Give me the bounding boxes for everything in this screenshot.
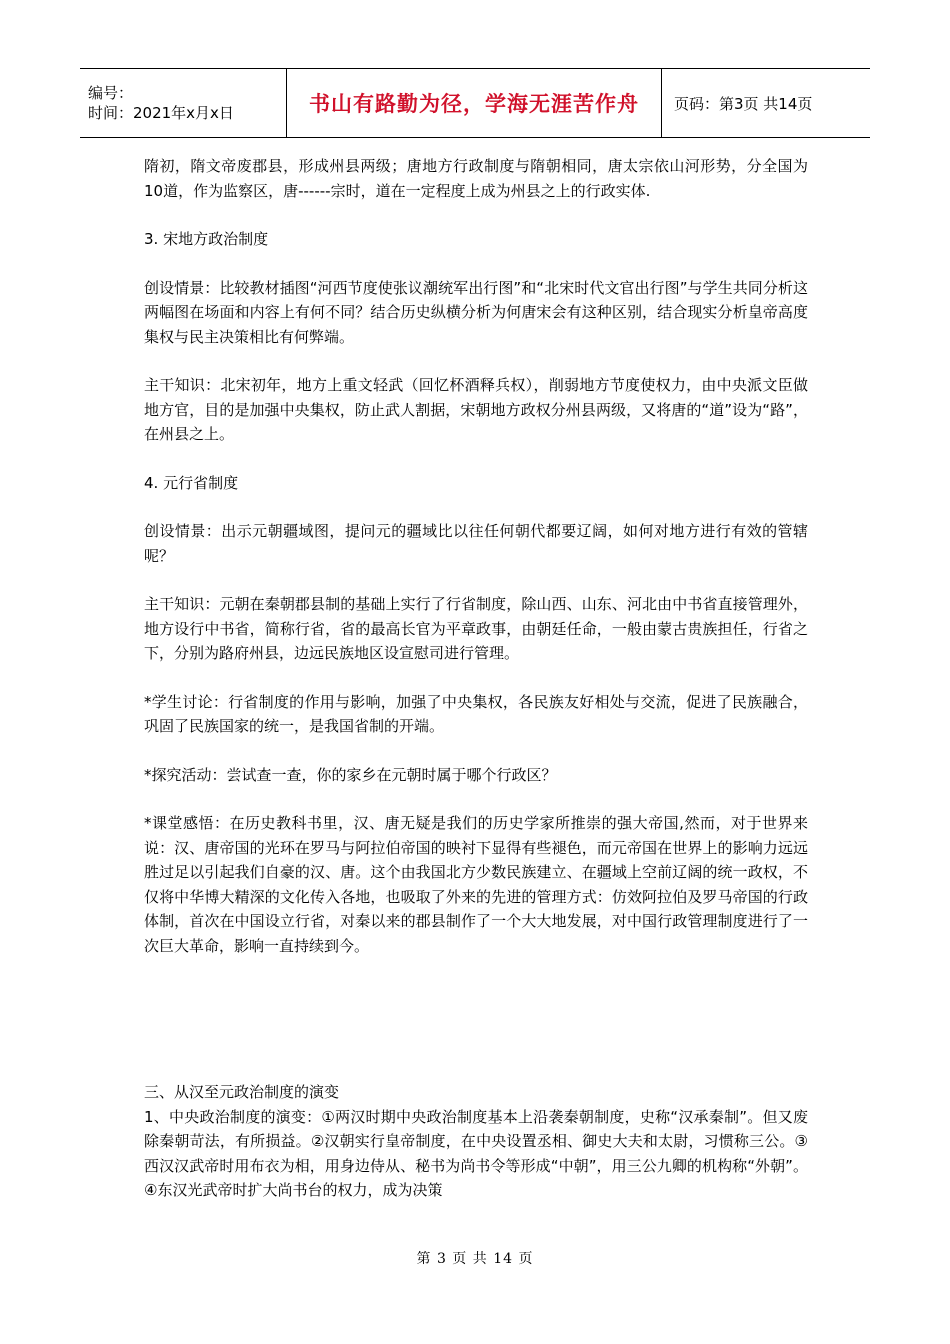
paragraph-student-discussion: *学生讨论：行省制度的作用与影响，加强了中央集权，各民族友好相处与交流，促进了民族融合，巩固了民族国家的统一，是我国省制的开端。	[144, 692, 808, 735]
document-number-label: 编号：	[88, 84, 134, 102]
paragraph-yuan-scenario: 创设情景：出示元朝疆域图，提问元的疆域比以往任何朝代都要辽阔，如何对地方进行有效的管辖呢？	[144, 522, 808, 565]
header-page-info: 页码：第3页 共14页	[674, 94, 813, 113]
heading-yuan-province: 4. 元行省制度	[144, 473, 239, 492]
heading-song-local: 3. 宋地方政治制度	[144, 230, 269, 248]
header-meta	[80, 69, 286, 137]
paragraph-classroom-reflection: *课堂感悟：在历史教科书里，汉、唐无疑是我们的历史学家所推崇的强大帝国,然而，对于世界来说：汉、唐帝国的光环在罗马与阿拉伯帝国的映衬下显得有些褪色，而元帝国在世界上的影响力远远胜过足以引起我们自豪的汉、唐。这个由我国北方少数民族建立、在疆域上空前辽阔的统一政权，不仅将中华博大精深的文化传入各地，也吸取了外来的先进的管理方式：仿效阿拉伯及罗马帝国的行政体制，首次在中国设立行省，对秦以来的郡县制作了一个大大地发展，对中国行政管理制度进行了一次巨大革命，影响一直持续到今。	[144, 814, 808, 955]
document-date: 时间：2021年x月x日	[88, 104, 234, 122]
page-header	[80, 68, 870, 138]
paragraph-yuan-knowledge: 主干知识：元朝在秦朝郡县制的基础上实行了行省制度，除山西、山东、河北由中书省直接管理外，地方设行中书省，简称行省，省的最高长官为平章政事，由朝廷任命，一般由蒙古贵族担任，行省之下，分别为路府州县，边远民族地区设宣慰司进行管理。	[144, 595, 808, 662]
paragraph-song-knowledge: 主干知识：北宋初年，地方上重文轻武（回忆杯酒释兵权），削弱地方节度使权力，由中央派文臣做地方官，目的是加强中央集权，防止武人割据，宋朝地方政权分州县两级，又将唐的“道”设为“路”，在州县之上。	[144, 376, 808, 443]
document-body	[144, 154, 808, 1203]
heading-section-three: 三、从汉至元政治制度的演变	[144, 1083, 340, 1101]
paragraph-central-evolution: 1、中央政治制度的演变：①两汉时期中央政治制度基本上沿袭秦朝制度，史称“汉承秦制”。但又废除秦朝苛法，有所损益。②汉朝实行皇帝制度，在中央设置丞相、御史大夫和太尉，习惯称三公。③西汉汉武帝时用布衣为相，用身边侍从、秘书为尚书令等形成“中朝”，用三公九卿的机构称“外朝”。④东汉光武帝时扩大尚书台的权力，成为决策	[144, 1107, 808, 1199]
page-footer: 第 3 页 共 14 页	[416, 1251, 534, 1267]
paragraph-sui-tang: 隋初，隋文帝废郡县，形成州县两级；唐地方行政制度与隋朝相同，唐太宗依山河形势，分全国为10道，作为监察区，唐------宗时，道在一定程度上成为州县之上的行政实体.	[144, 157, 808, 200]
header-motto: 书山有路勤为径，学海无涯苦作舟	[286, 69, 662, 137]
paragraph-inquiry-activity: *探究活动：尝试查一查，你的家乡在元朝时属于哪个行政区？	[144, 765, 557, 784]
paragraph-song-scenario: 创设情景：比较教材插图“河西节度使张议潮统军出行图”和“北宋时代文官出行图”与学生共同分析这两幅图在场面和内容上有何不同？结合历史纵横分析为何唐宋会有这种区别，结合现实分析皇帝高度集权与民主决策相比有何弊端。	[144, 278, 808, 346]
